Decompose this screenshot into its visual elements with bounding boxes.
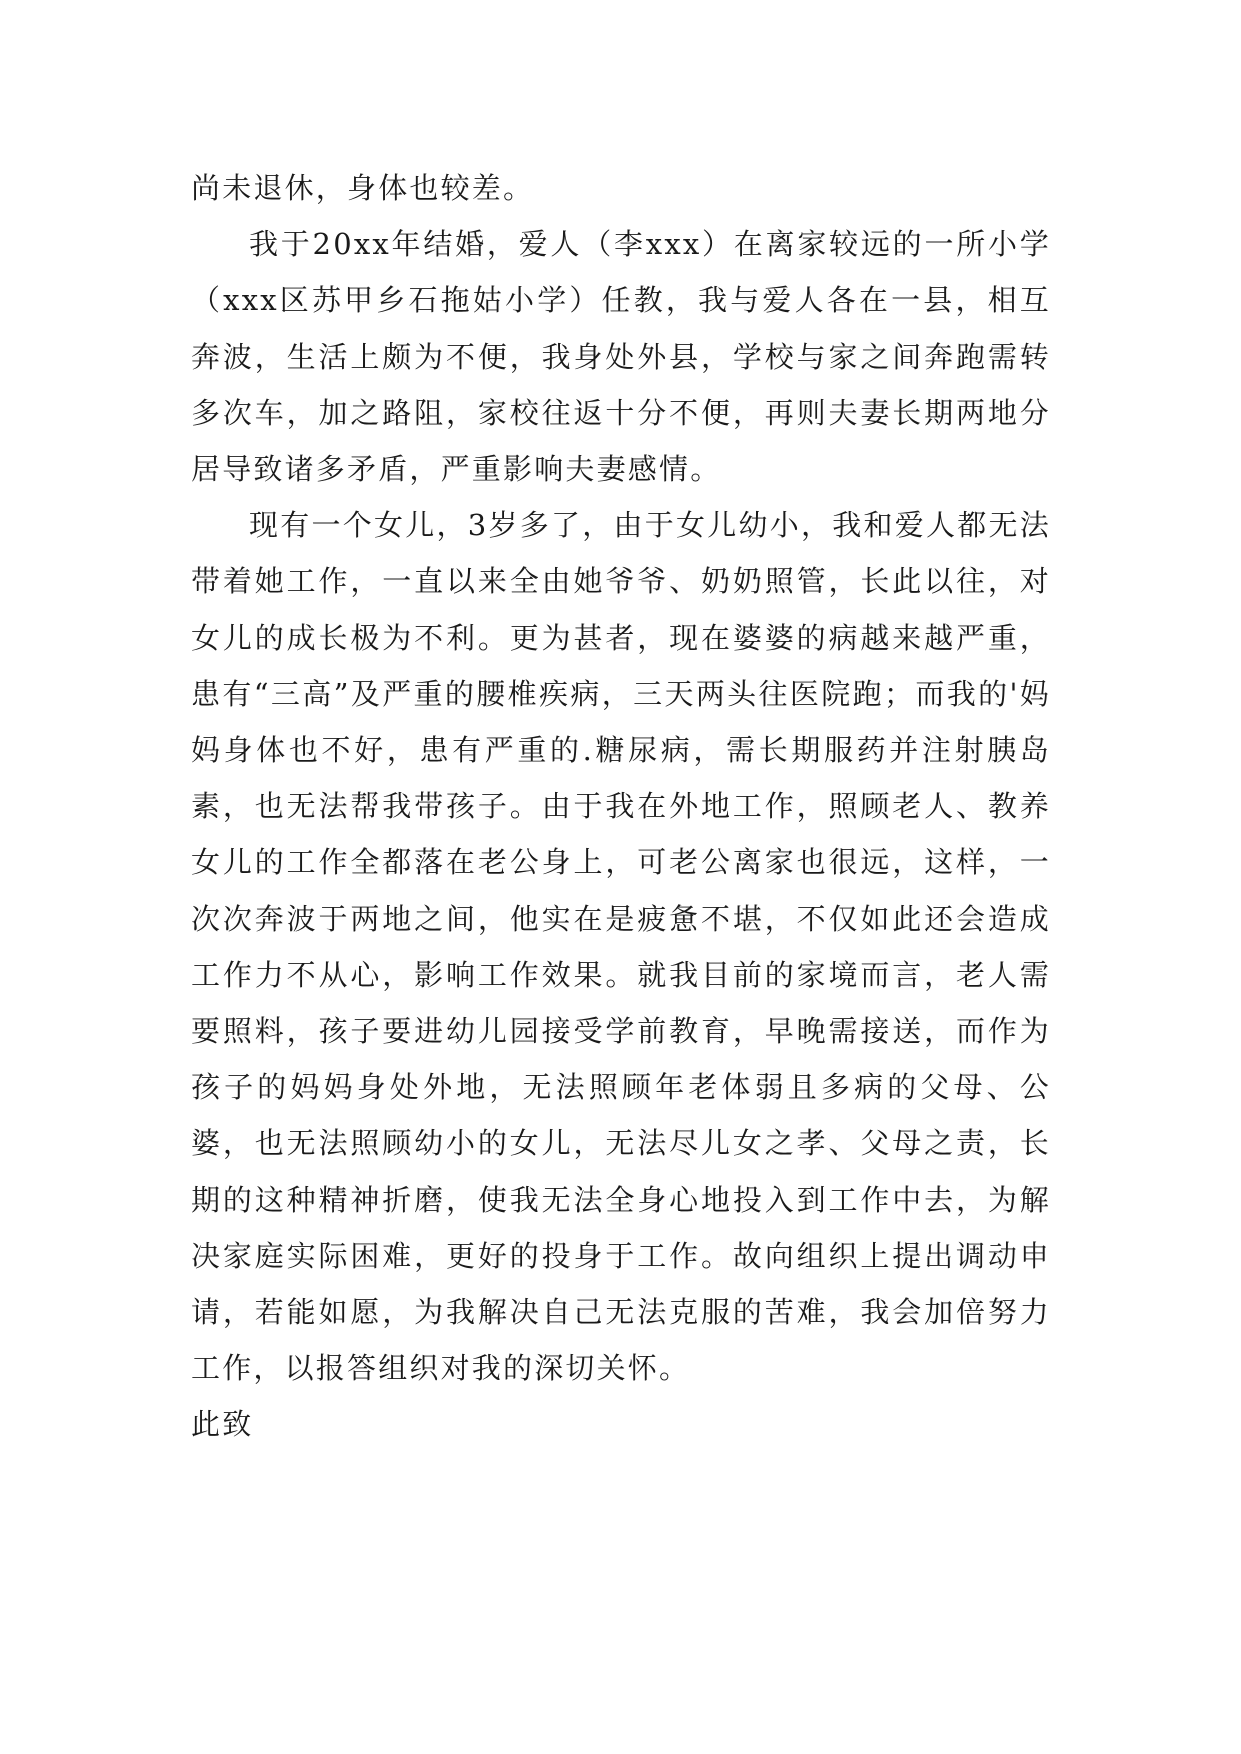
paragraph-continuation: 尚未退休，身体也较差。 bbox=[191, 171, 535, 205]
document-body bbox=[191, 160, 1051, 1453]
paragraph-family-situation: 现有一个女儿，3岁多了，由于女儿幼小，我和爱人都无法带着她工作，一直以来全由她爷爷、奶奶照管，长此以往，对女儿的成长极为不利。更为甚者，现在婆婆的病越来越严重，患有“三高”及严重的腰椎疾病，三天两头往医院跑；而我的'妈妈身体也不好，患有严重的.糖尿病，需长期服药并注射胰岛素，也无法帮我带孩子。由于我在外地工作，照顾老人、教养女儿的工作全都落在老公身上，可老公离家也很远，这样，一次次奔波于两地之间，他实在是疲惫不堪，不仅如此还会造成工作力不从心，影响工作效果。就我目前的家境而言，老人需要照料，孩子要进幼儿园接受学前教育，早晚需接送，而作为孩子的妈妈身处外地，无法照顾年老体弱且多病的父母、公婆，也无法照顾幼小的女儿，无法尽儿女之孝、父母之责，长期的这种精神折磨，使我无法全身心地投入到工作中去，为解决家庭实际困难，更好的投身于工作。故向组织上提出调动申请，若能如愿，为我解决自己无法克服的苦难，我会加倍努力工作，以报答组织对我的深切关怀。 bbox=[191, 508, 1051, 1386]
closing-salutation: 此致 bbox=[191, 1407, 254, 1442]
paragraph-marriage: 我于20xx年结婚，爱人（李xxx）在离家较远的一所小学（xxx区苏甲乡石拖姑小学）任教，我与爱人各在一县，相互奔波，生活上颇为不便，我身处外县，学校与家之间奔跑需转多次车，加之路阻，家校往返十分不便，再则夫妻长期两地分居导致诸多矛盾，严重影响夫妻感情。 bbox=[191, 227, 1051, 487]
